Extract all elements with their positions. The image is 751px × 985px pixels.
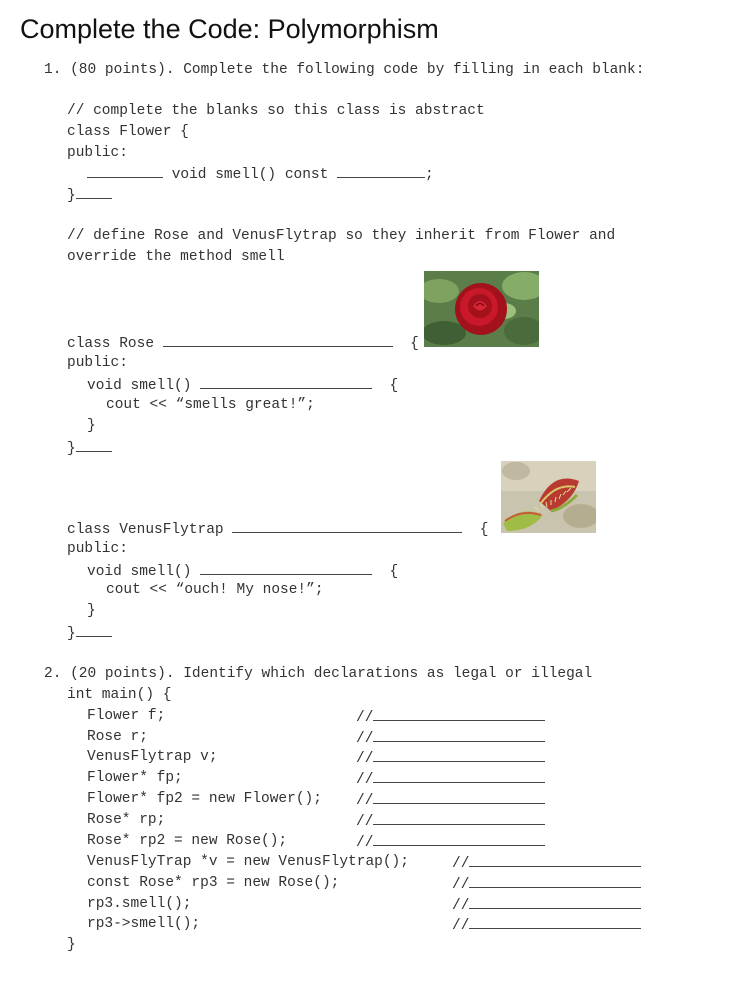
comment-mark: //	[356, 731, 374, 747]
q1-header-line	[44, 60, 644, 80]
blank-flower-specifier[interactable]	[87, 163, 163, 178]
q1-number: 1.	[44, 62, 62, 78]
flower-public-label: public:	[67, 145, 128, 161]
answer-blank[interactable]	[469, 894, 641, 909]
decl-line: rp3->smell();	[87, 916, 201, 932]
answer-line	[452, 873, 641, 895]
decl-line: VenusFlyTrap *v = new VenusFlytrap();	[87, 854, 409, 870]
answer-blank[interactable]	[373, 789, 545, 804]
flower-smell-signature: void smell() const	[171, 167, 329, 183]
q1-header: (80 points). Complete the following code by filling in each blank:	[70, 62, 645, 78]
answer-blank[interactable]	[469, 852, 641, 867]
rose-close-line	[67, 437, 112, 459]
blank-rose-override[interactable]	[200, 374, 372, 389]
comment-mark: //	[356, 751, 374, 767]
decl-line: const Rose* rp3 = new Rose();	[87, 875, 340, 891]
answer-blank[interactable]	[373, 727, 545, 742]
answer-blank[interactable]	[469, 914, 641, 929]
vf-public-label: public:	[67, 541, 128, 557]
blank-flower-pure[interactable]	[337, 163, 425, 178]
blank-vf-end[interactable]	[76, 622, 112, 637]
comment-mark: //	[452, 856, 470, 872]
comment-mark: //	[452, 877, 470, 893]
comment-mark: //	[356, 793, 374, 809]
blank-vf-inheritance[interactable]	[232, 518, 462, 533]
rose-smell-line	[87, 374, 398, 396]
decl-line: VenusFlytrap v;	[87, 749, 218, 765]
blank-vf-override[interactable]	[200, 560, 372, 575]
comment-mark: //	[452, 918, 470, 934]
rose-smell-signature: void smell()	[87, 378, 192, 394]
answer-line	[452, 914, 641, 936]
decl-line: Rose* rp;	[87, 812, 166, 828]
decl-line: Rose* rp2 = new Rose();	[87, 833, 288, 849]
decl-line: Flower f;	[87, 708, 166, 724]
q1-comment-inherit-2: override the method smell	[67, 249, 285, 265]
answer-line	[452, 852, 641, 874]
q1-comment-abstract: // complete the blanks so this class is abstract	[67, 103, 485, 119]
q1-comment-inherit-1: // define Rose and VenusFlytrap so they inherit from Flower and	[67, 228, 616, 244]
vf-smell-open-brace: {	[389, 564, 399, 580]
rose-image	[424, 271, 539, 347]
vf-smell-body: cout << “ouch! My nose!”;	[106, 582, 324, 598]
rose-open-brace: {	[410, 336, 419, 352]
comment-mark: //	[356, 710, 374, 726]
blank-flower-end[interactable]	[76, 184, 112, 199]
answer-blank[interactable]	[469, 873, 641, 888]
answer-blank[interactable]	[373, 810, 545, 825]
rose-class-line	[67, 332, 419, 354]
comment-mark: //	[452, 898, 470, 914]
decl-line: Flower* fp;	[87, 770, 183, 786]
answer-line	[356, 706, 545, 728]
decl-line: Flower* fp2 = new Flower();	[87, 791, 322, 807]
answer-line	[356, 747, 545, 769]
q2-header-line	[44, 664, 592, 684]
answer-line	[356, 768, 545, 790]
comment-mark: //	[356, 835, 374, 851]
vf-smell-signature: void smell()	[87, 564, 192, 580]
rose-smell-open-brace: {	[389, 378, 399, 394]
vf-class-line	[67, 518, 488, 540]
q2-header: (20 points). Identify which declarations as legal or illegal	[70, 666, 593, 682]
flower-smell-line	[87, 163, 434, 185]
q2-number: 2.	[44, 666, 62, 682]
answer-line	[356, 727, 545, 749]
vf-smell-line	[87, 560, 398, 582]
vf-open-brace: {	[479, 522, 489, 538]
comment-mark: //	[356, 814, 374, 830]
rose-close-brace: }	[67, 441, 76, 457]
venus-flytrap-image	[501, 461, 596, 533]
rose-public-label: public:	[67, 355, 128, 371]
blank-rose-end[interactable]	[76, 437, 112, 452]
answer-line	[356, 831, 545, 853]
main-close-brace: }	[67, 937, 76, 953]
flower-semicolon: ;	[425, 167, 434, 183]
decl-line: Rose r;	[87, 729, 148, 745]
flower-class-declaration: class Flower {	[67, 124, 189, 140]
answer-blank[interactable]	[373, 747, 545, 762]
blank-rose-inheritance[interactable]	[163, 332, 393, 347]
page-title: Complete the Code: Polymorphism	[20, 14, 439, 44]
answer-blank[interactable]	[373, 831, 545, 846]
answer-blank[interactable]	[373, 706, 545, 721]
rose-smell-close: }	[87, 418, 96, 434]
vf-close-brace: }	[67, 626, 76, 642]
rose-smell-body: cout << “smells great!”;	[106, 397, 315, 413]
vf-close-line	[67, 622, 112, 644]
vf-smell-close: }	[87, 603, 96, 619]
answer-line	[452, 894, 641, 916]
answer-line	[356, 810, 545, 832]
answer-line	[356, 789, 545, 811]
flower-close-brace: }	[67, 188, 76, 204]
comment-mark: //	[356, 772, 374, 788]
vf-class-declaration: class VenusFlytrap	[67, 522, 224, 538]
answer-blank[interactable]	[373, 768, 545, 783]
rose-class-declaration: class Rose	[67, 336, 155, 352]
main-declaration: int main() {	[67, 687, 172, 703]
flower-close-line	[67, 184, 112, 206]
decl-line: rp3.smell();	[87, 896, 192, 912]
